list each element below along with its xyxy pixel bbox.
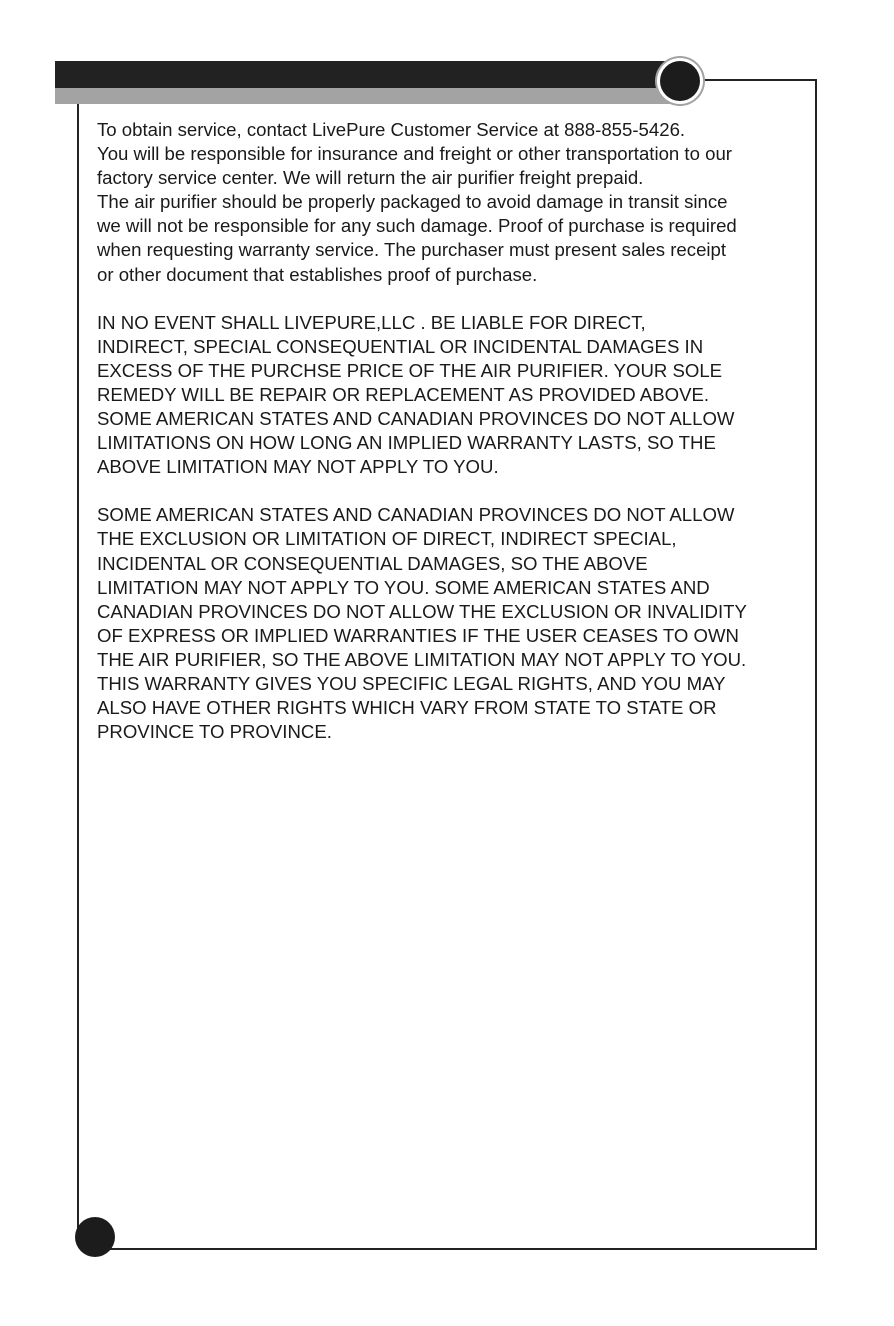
text-line: CANADIAN PROVINCES DO NOT ALLOW THE EXCLUSION OR INVALIDITY (97, 600, 747, 622)
exclusion-paragraph (97, 503, 807, 744)
text-line: You will be responsible for insurance and freight or other transportation to our (97, 143, 732, 165)
frame-line-top (700, 79, 817, 81)
text-line: or other document that establishes proof of purchase. (97, 263, 538, 285)
text-line: OF EXPRESS OR IMPLIED WARRANTIES IF THE USER CEASES TO OWN (97, 624, 739, 646)
header-bar-dark (55, 61, 685, 88)
text-line: ABOVE LIMITATION MAY NOT APPLY TO YOU. (97, 456, 499, 478)
header-bar-gray (55, 88, 685, 104)
text-line: THE EXCLUSION OR LIMITATION OF DIRECT, INDIRECT SPECIAL, (97, 528, 677, 550)
frame-line-right (815, 79, 817, 1250)
text-line: THIS WARRANTY GIVES YOU SPECIFIC LEGAL RIGHTS, AND YOU MAY (97, 672, 726, 694)
frame-line-left (77, 104, 79, 1232)
frame-line-bottom (100, 1248, 817, 1250)
text-line: we will not be responsible for any such damage. Proof of purchase is required (97, 215, 737, 237)
text-line: LIMITATION MAY NOT APPLY TO YOU. SOME AMERICAN STATES AND (97, 576, 710, 598)
text-line: IN NO EVENT SHALL LIVEPURE,LLC . BE LIABLE FOR DIRECT, (97, 311, 646, 333)
text-line: EXCESS OF THE PURCHSE PRICE OF THE AIR PURIFIER. YOUR SOLE (97, 359, 723, 381)
text-line: SOME AMERICAN STATES AND CANADIAN PROVINCES DO NOT ALLOW (97, 408, 735, 430)
service-paragraph (97, 118, 807, 287)
text-line: REMEDY WILL BE REPAIR OR REPLACEMENT AS PROVIDED ABOVE. (97, 383, 710, 405)
liability-paragraph (97, 311, 807, 480)
text-line: INDIRECT, SPECIAL CONSEQUENTIAL OR INCIDENTAL DAMAGES IN (97, 335, 704, 357)
text-line: factory service center. We will return the air purifier freight prepaid. (97, 167, 644, 189)
text-line: ALSO HAVE OTHER RIGHTS WHICH VARY FROM STATE TO STATE OR (97, 697, 717, 719)
text-line: PROVINCE TO PROVINCE. (97, 721, 332, 743)
corner-circle-icon-top (660, 61, 700, 101)
text-line: LIMITATIONS ON HOW LONG AN IMPLIED WARRANTY LASTS, SO THE (97, 432, 716, 454)
text-line: THE AIR PURIFIER, SO THE ABOVE LIMITATION MAY NOT APPLY TO YOU. (97, 648, 747, 670)
corner-circle-icon-bottom (75, 1217, 115, 1257)
text-line: The air purifier should be properly packaged to avoid damage in transit since (97, 191, 728, 213)
text-line: To obtain service, contact LivePure Customer Service at 888-855-5426. (97, 119, 686, 140)
text-line: when requesting warranty service. The purchaser must present sales receipt (97, 239, 727, 261)
warranty-text (97, 118, 807, 768)
text-line: INCIDENTAL OR CONSEQUENTIAL DAMAGES, SO THE ABOVE (97, 552, 648, 574)
text-line: SOME AMERICAN STATES AND CANADIAN PROVINCES DO NOT ALLOW (97, 504, 735, 526)
